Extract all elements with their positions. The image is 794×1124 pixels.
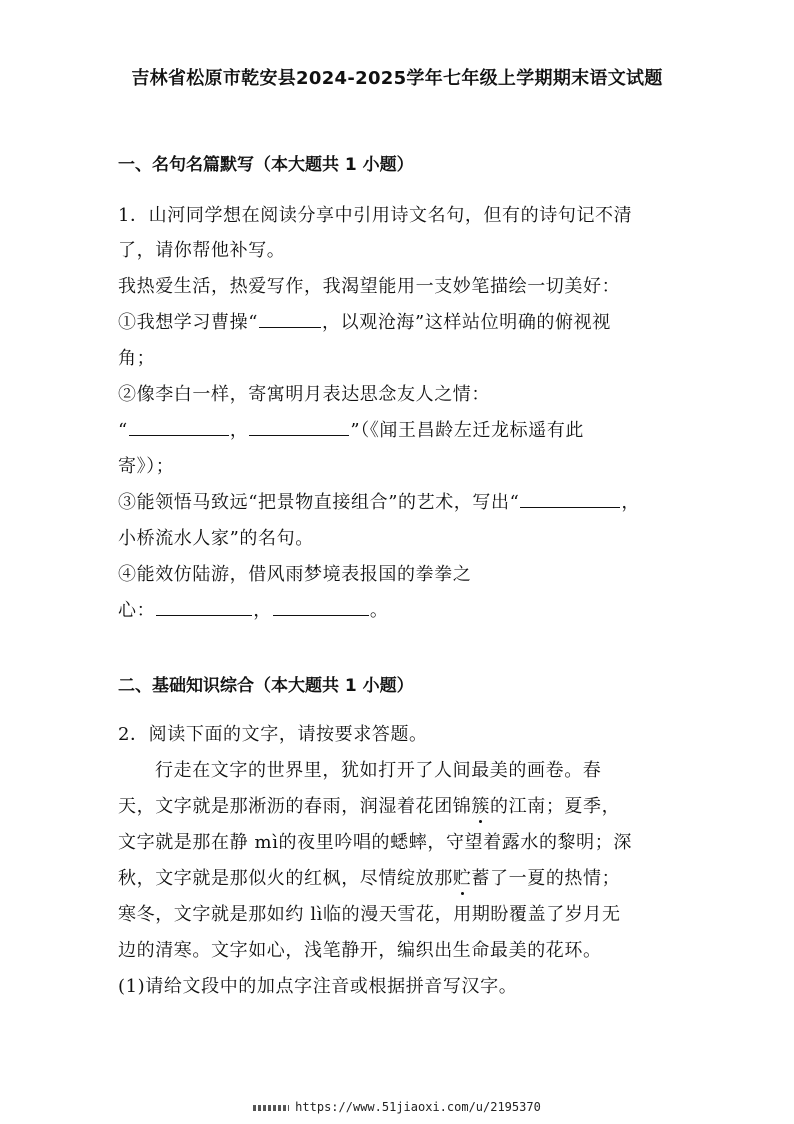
q1-line-6: ②像李白一样，寄寓明月表达思念友人之情：	[118, 384, 490, 405]
comma: ，	[253, 600, 272, 621]
quote-open: “	[118, 420, 128, 441]
q2-line-5-text-a: 秋，文字就是那似火的红枫，尽情绽放那	[118, 868, 453, 889]
q2-line-5-text-b: 蓄了一夏的热情；	[471, 868, 621, 889]
q2-line-3-text-a: 天，文字就是那淅沥的春雨，润湿着花团锦	[118, 796, 472, 817]
q1-line-11: ④能效仿陆游，借风雨梦境表报国的拳拳之	[118, 564, 472, 585]
period: 。	[369, 600, 389, 621]
section-heading-1: 一、名句名篇默写（本大题共 1 小题）	[118, 155, 414, 175]
comma: ，	[621, 492, 641, 513]
q2-line-7: 边的清寒。文字如心，浅笔静开，编织出生命最美的花环。	[118, 940, 602, 961]
answer-blank-2[interactable]	[129, 434, 229, 436]
dotted-char: 贮	[452, 868, 472, 889]
footer-url[interactable]	[0, 1100, 794, 1114]
footer-url-text: https://www.51jiaoxi.com/u/2195370	[295, 1100, 541, 1114]
answer-blank-3[interactable]	[249, 434, 349, 436]
q2-line-6: 寒冬，文字就是那如约 lì临的漫天雪花，用期盼覆盖了岁月无	[118, 904, 621, 925]
q1-line-2: 了，请你帮他补写。	[118, 240, 286, 261]
q2-line-3	[118, 792, 620, 818]
q2-line-2: 行走在文字的世界里，犹如打开了人间最美的画卷。春	[155, 760, 602, 781]
answer-blank-5[interactable]	[156, 614, 252, 616]
q1-item1-suffix: ，以观沧海”这样站位明确的俯视视	[322, 312, 611, 333]
q1-item3-prefix: ③能领悟马致远“把景物直接组合”的艺术，写出“	[118, 492, 520, 513]
site-logo-icon	[253, 1105, 289, 1111]
answer-blank-6[interactable]	[273, 614, 369, 616]
q1-line-7	[118, 416, 584, 442]
dotted-char: 簇	[471, 796, 491, 817]
q1-line-5: 角；	[118, 348, 156, 369]
q2-line-5	[118, 864, 620, 890]
page-title: 吉林省松原市乾安县2024-2025学年七年级上学期期末语文试题	[131, 68, 663, 89]
section-heading-2: 二、基础知识综合（本大题共 1 小题）	[118, 676, 414, 696]
q1-line-12	[118, 596, 388, 622]
q2-line-4: 文字就是那在静 mì的夜里吟唱的蟋蟀，守望着露水的黎明；深	[118, 832, 632, 853]
comma: ，	[229, 420, 249, 441]
answer-blank-4[interactable]	[520, 506, 620, 508]
q2-line-1: 2．阅读下面的文字，请按要求答题。	[118, 724, 428, 745]
answer-blank-1[interactable]	[259, 326, 321, 328]
q2-line-8: (1)请给文段中的加点字注音或根据拼音写汉字。	[118, 976, 518, 997]
q1-item1-prefix: ①我想学习曹操“	[118, 312, 259, 333]
q1-line-9	[118, 488, 640, 514]
q1-line-8: 寄》）；	[118, 456, 175, 477]
q1-line-10: 小桥流水人家”的名句。	[118, 528, 314, 549]
q1-line-3: 我热爱生活，热爱写作，我渴望能用一支妙笔描绘一切美好：	[118, 276, 621, 297]
q1-line-4	[118, 308, 611, 334]
q1-item2-source: ”（《闻王昌龄左迁龙标遥有此	[350, 420, 585, 441]
q1-line-1: 1．山河同学想在阅读分享中引用诗文名句，但有的诗句记不清	[118, 205, 633, 226]
q2-line-3-text-b: 的江南；夏季，	[490, 796, 621, 817]
q1-item4-prefix: 心：	[118, 600, 156, 621]
